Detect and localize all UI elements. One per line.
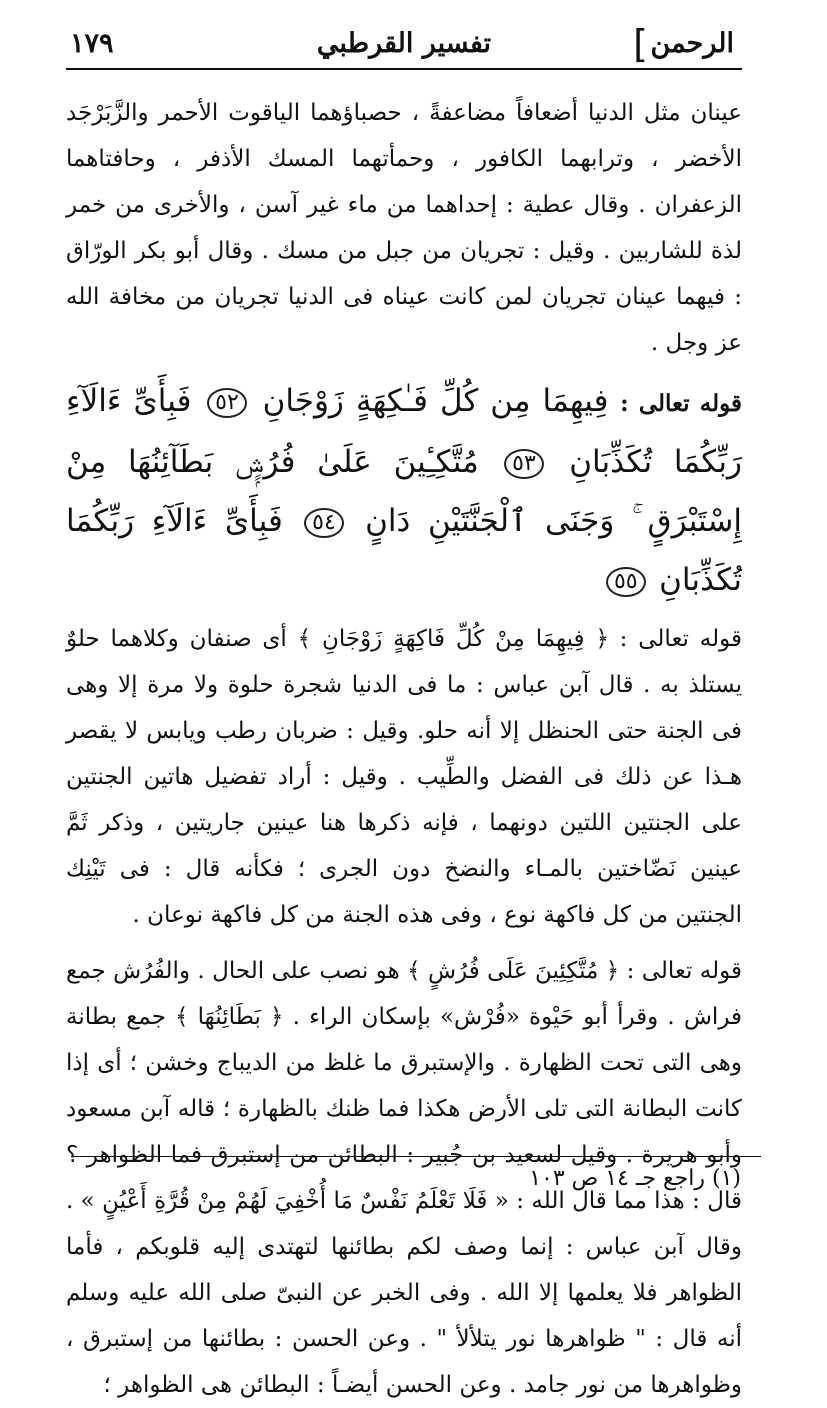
surah-name: الرحمن <box>650 28 734 59</box>
page-header <box>66 22 742 68</box>
quran-intro: قوله تعالى : <box>620 390 742 417</box>
ayah-marker-52: ٥٢ <box>207 388 247 418</box>
book-title: تفسير القرطبي <box>316 28 492 59</box>
paragraph-1: عينان مثل الدنيا أضعافاً مضاعفةً ، حصباؤهما الياقوت الأحمر والزَّبَرْجَد الأخضر ، وترابهما الكافور ، وحمأتهما المسك الأذفر ، وحافتاهما الزعفران . وقال عطية : إحداهما من ماء غير آسن ، والأخرى من خمر لذة للشاربين . وقيل : تجريان من جبل من مسك . وقال أبو بكر الورّاق : فيهما عينان تجريان لمن كانت عيناه فى الدنيا تجريان من مخافة الله عز وجل . <box>66 100 742 356</box>
paragraph-2: قوله تعالى : ﴿ فِيهِمَا مِنْ كُلِّ فَاكِهَةٍ زَوْجَانِ ﴾ أى صنفان وكلاهما حلوٌ يستلذ به . قال آبن عباس : ما فى الدنيا شجرة حلوة ولا مرة إلا وهى فى الجنة حتى الحنظل إلا أنه حلو. وقيل : ضربان رطب ويابس لا يقصر هـذا عن ذلك فى الفضل والطِّيب . وقيل : أراد تفضيل هاتين الجنتين على الجنتين اللتين دونهما ، فإنه ذكرها هنا عينين جاريتين ، وذكر ثَمَّ عينين نَضّاختين بالمـاء والنضخ دون الجرى ؛ فكأنه قال : فى تَيْنِك الجنتين من كل فاكهة نوع ، وفى هذه الجنة من كل فاكهة نوعان . <box>66 626 742 928</box>
ayah-marker-55: ٥٥ <box>606 567 646 597</box>
quran-verse-55: فَبِأَىِّ ءَالَآءِ رَبِّكُمَا تُكَذِّبَانِ <box>66 503 742 598</box>
quran-verse-53: فَبِأَىِّ ءَالَآءِ رَبِّكُمَا تُكَذِّبَانِ <box>66 383 742 480</box>
quran-verse-52: فِيهِمَا مِن كُلِّ فَـٰكِهَةٍ زَوْجَانِ <box>262 383 609 419</box>
quran-verses <box>66 372 742 610</box>
page-number: ١٧٩ <box>70 28 114 59</box>
footnote: (١) راجع جـ ١٤ ص ١٠٣ <box>529 1166 741 1191</box>
ayah-marker-54: ٥٤ <box>304 508 344 538</box>
header-bracket: ] <box>633 22 648 66</box>
ayah-marker-53: ٥٣ <box>504 449 544 479</box>
header-rule <box>66 68 742 70</box>
body-text <box>66 90 742 1408</box>
footnote-rule <box>71 1156 761 1157</box>
paragraph-3: قوله تعالى : ﴿ مُتَّكِئِينَ عَلَى فُرُشٍ ﴾ هو نصب على الحال . والفُرُش جمع فراش . وقرأ أبو حَيْوة «فُرْش» بإسكان الراء . ﴿ بَطَائِنُهَا ﴾ جمع بطانة وهى التى تحت الظهارة . والإستبرق ما غلظ من الديباج وخشن ؛ أى إذا كانت البطانة التى تلى الأرض هكذا فما ظنك بالظهارة ؛ قاله آبن مسعود وأبو هريرة . وقيل لسعيد بن جُبير : البطائن من إستبرق فما الظواهر ؟ قال : هذا مما قال الله : « فَلَا تَعْلَمُ نَفْسٌ مَا أُخْفِيَ لَهُمْ مِنْ قُرَّةِ أَعْيُنٍ » . وقال آبن عباس : إنما وصف لكم بطائنها لتهتدى إليه قلوبكم ، فأما الظواهر فلا يعلمها إلا الله . وفى الخبر عن النبىّ صلى الله عليه وسلم أنه قال : " ظواهرها نور يتلألأ " . وعن الحسن : بطائنها من إستبرق ، وظواهرها من نور جامد . وعن الحسن أيضـاً : البطائن هى الظواهر ؛ <box>66 958 742 1398</box>
quran-verse-54: مُتَّكِـِٔينَ عَلَىٰ فُرُشٍۭ بَطَآئِنُهَا مِنْ إِسْتَبْرَقٍ ۚ وَجَنَى ٱلْجَنَّتَيْنِ دَانٍ <box>66 444 742 539</box>
